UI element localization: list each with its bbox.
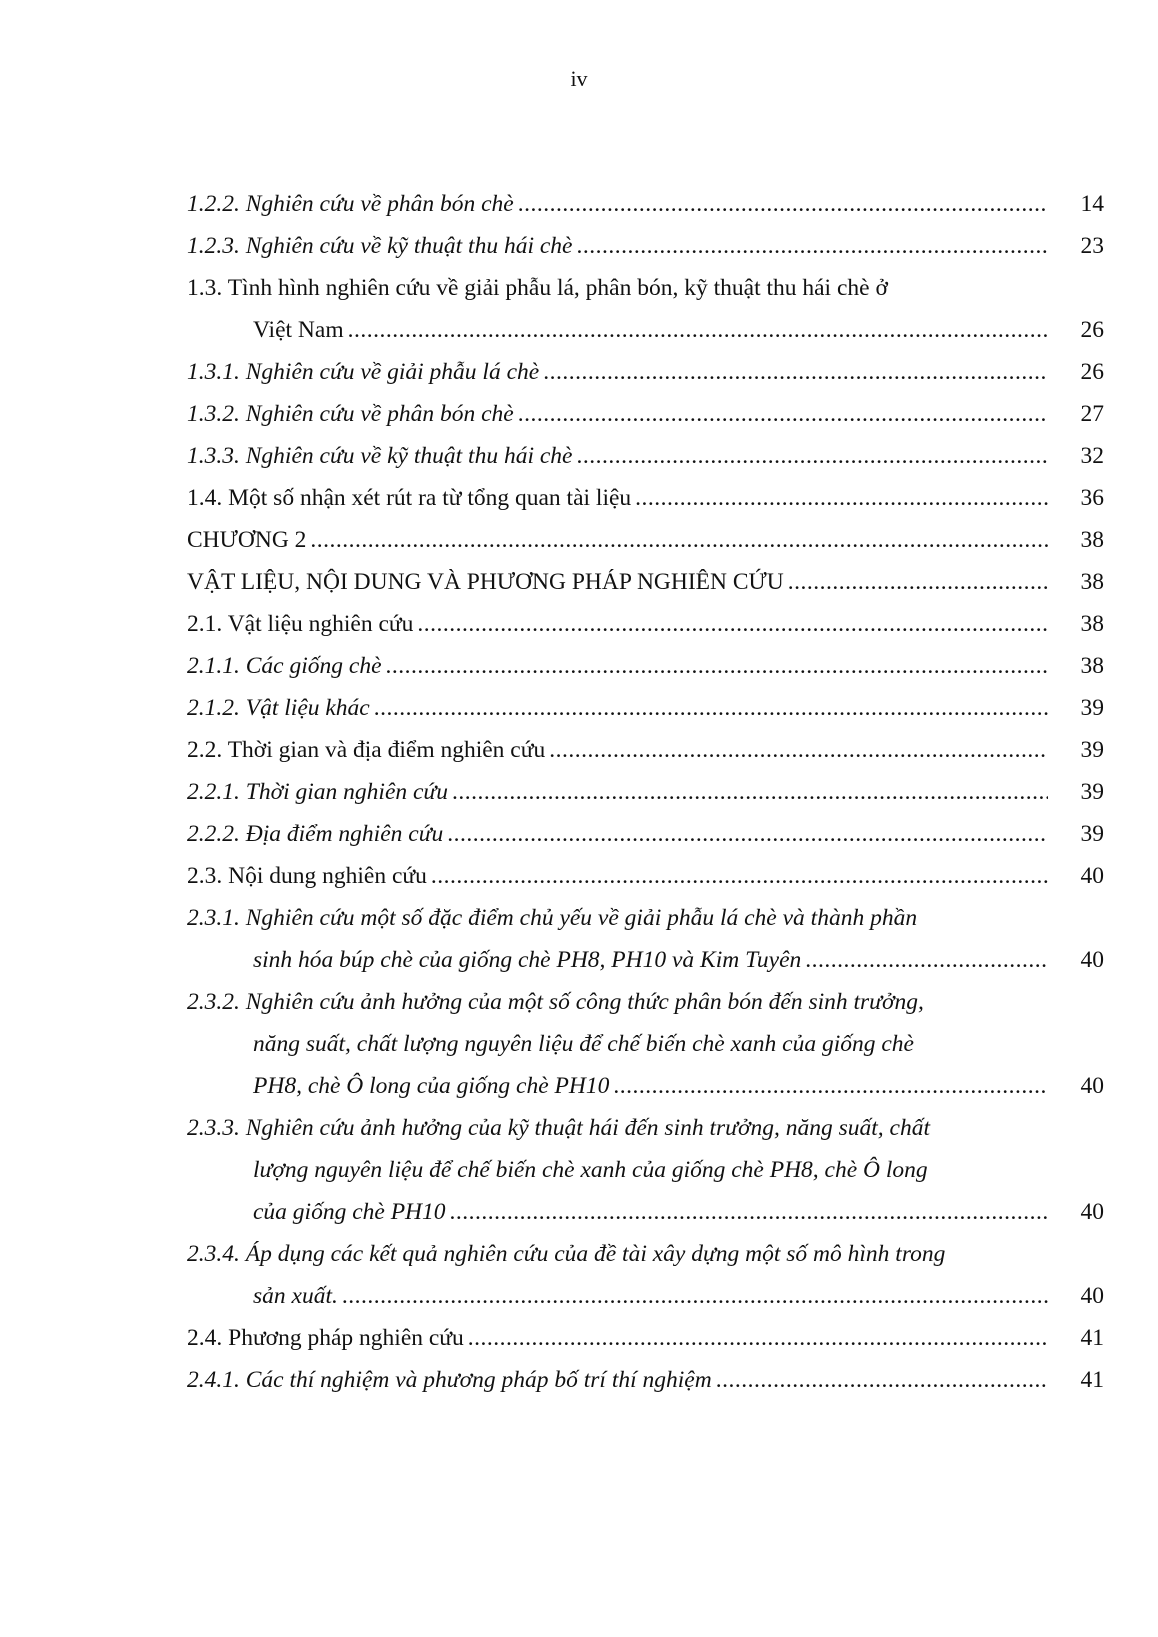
toc-entry[interactable] [0, 562, 1158, 602]
toc-entry-page: 39 [1080, 695, 1104, 721]
toc-entry-label: CHƯƠNG 2 [187, 527, 307, 553]
toc-entry-page: 39 [1080, 821, 1104, 847]
toc-entry-label: 2.2.2. Địa điểm nghiên cứu [187, 821, 444, 847]
toc-entry-page: 39 [1080, 779, 1104, 805]
toc-entry[interactable] [0, 982, 1158, 1022]
toc-entry-page: 38 [1080, 653, 1104, 679]
dot-leader [576, 436, 1048, 476]
toc-entry-label: sản xuất. [253, 1283, 338, 1309]
toc-entry-label: 2.3.2. Nghiên cứu ảnh hưởng của một số công thức phân bón đến sinh trưởng, [187, 989, 924, 1015]
toc-entry[interactable] [0, 604, 1158, 644]
dot-leader [468, 1318, 1048, 1358]
toc-entry-page: 40 [1080, 1199, 1104, 1225]
toc-entry[interactable] [0, 394, 1158, 434]
toc-entry-page: 26 [1080, 317, 1104, 343]
toc-entry-page: 32 [1080, 443, 1104, 469]
toc-entry[interactable] [0, 772, 1158, 812]
dot-leader [518, 394, 1048, 434]
toc-entry-label: 2.4.1. Các thí nghiệm và phương pháp bố trí thí nghiệm [187, 1367, 712, 1393]
dot-leader [549, 730, 1048, 770]
toc-entry[interactable] [0, 352, 1158, 392]
toc-entry[interactable] [0, 730, 1158, 770]
toc-entry-page: 26 [1080, 359, 1104, 385]
toc-entry[interactable] [0, 436, 1158, 476]
toc-entry-label: 2.2.1. Thời gian nghiên cứu [187, 779, 449, 805]
toc-entry-label: 2.3.1. Nghiên cứu một số đặc điểm chủ yếu về giải phẫu lá chè và thành phần [187, 905, 918, 931]
toc-entry[interactable] [0, 226, 1158, 266]
dot-leader [543, 352, 1048, 392]
dot-leader [447, 814, 1048, 854]
toc-entry-label: 2.4. Phương pháp nghiên cứu [187, 1325, 464, 1351]
dot-leader [576, 226, 1048, 266]
toc-entry[interactable] [0, 1360, 1158, 1400]
toc-entry[interactable] [0, 940, 1158, 980]
toc-entry-label: 1.3.2. Nghiên cứu về phân bón chè [187, 401, 514, 427]
toc-entry-page: 41 [1080, 1367, 1104, 1393]
toc-entry[interactable] [0, 478, 1158, 518]
dot-leader [374, 688, 1048, 728]
toc-entry-page: 39 [1080, 737, 1104, 763]
toc-entry-label: 1.2.2. Nghiên cứu về phân bón chè [187, 191, 514, 217]
toc-entry[interactable] [0, 1234, 1158, 1274]
dot-leader [431, 856, 1048, 896]
dot-leader [518, 184, 1048, 224]
toc-entry-page: 36 [1080, 485, 1104, 511]
dot-leader [805, 940, 1048, 980]
toc-entry[interactable] [0, 1276, 1158, 1316]
toc-entry-label: Việt Nam [253, 317, 344, 343]
toc-entry-label: 1.3.1. Nghiên cứu về giải phẫu lá chè [187, 359, 540, 385]
toc-entry[interactable] [0, 520, 1158, 560]
toc-entry-label: 1.3.3. Nghiên cứu về kỹ thuật thu hái chè [187, 443, 573, 469]
dot-leader [348, 310, 1048, 350]
toc-entry-page: 27 [1080, 401, 1104, 427]
toc-entry-label: 2.3.4. Áp dụng các kết quả nghiên cứu của đề tài xây dựng một số mô hình trong [187, 1241, 946, 1267]
toc-entry-label: 1.3. Tình hình nghiên cứu về giải phẫu lá, phân bón, kỹ thuật thu hái chè ở [187, 275, 888, 301]
toc-entry-page: 40 [1080, 1283, 1104, 1309]
dot-leader [452, 772, 1048, 812]
page-number: iv [570, 66, 588, 91]
toc-entry[interactable] [0, 268, 1158, 308]
toc-entry-page: 40 [1080, 1073, 1104, 1099]
toc-entry-page: 40 [1080, 863, 1104, 889]
toc-entry-label: sinh hóa búp chè của giống chè PH8, PH10 và Kim Tuyên [253, 947, 802, 973]
toc-entry-label: 2.3. Nội dung nghiên cứu [187, 863, 427, 889]
toc-entry[interactable] [0, 814, 1158, 854]
dot-leader [342, 1276, 1048, 1316]
toc-entry-label: 1.2.3. Nghiên cứu về kỹ thuật thu hái chè [187, 233, 573, 259]
toc-entry-label: năng suất, chất lượng nguyên liệu để chế biến chè xanh của giống chè [253, 1031, 914, 1057]
toc-entry-page: 23 [1080, 233, 1104, 259]
toc-entry-label: 2.2. Thời gian và địa điểm nghiên cứu [187, 737, 546, 763]
toc-entry-label: lượng nguyên liệu để chế biến chè xanh của giống chè PH8, chè Ô long [253, 1157, 928, 1183]
dot-leader [310, 520, 1048, 560]
toc-entry[interactable] [0, 646, 1158, 686]
toc-entry[interactable] [0, 310, 1158, 350]
toc-entry-label: 2.3.3. Nghiên cứu ảnh hưởng của kỹ thuật hái đến sinh trưởng, năng suất, chất [187, 1115, 931, 1141]
toc-entry-label: 1.4. Một số nhận xét rút ra từ tổng quan tài liệu [187, 485, 632, 511]
dot-leader [450, 1192, 1048, 1232]
toc-entry[interactable] [0, 1066, 1158, 1106]
toc-entry-page: 38 [1080, 569, 1104, 595]
toc-entry[interactable] [0, 1024, 1158, 1064]
toc-entry-page: 40 [1080, 947, 1104, 973]
toc-entry-label: 2.1.2. Vật liệu khác [187, 695, 370, 721]
toc-entry-label: 2.1.1. Các giống chè [187, 653, 382, 679]
dot-leader [788, 562, 1048, 602]
toc-entry-label: 2.1. Vật liệu nghiên cứu [187, 611, 414, 637]
toc-entry[interactable] [0, 898, 1158, 938]
toc-entry-label: PH8, chè Ô long của giống chè PH10 [253, 1073, 610, 1099]
toc-entry[interactable] [0, 1192, 1158, 1232]
toc-entry-page: 38 [1080, 611, 1104, 637]
toc-entry[interactable] [0, 856, 1158, 896]
toc-entry[interactable] [0, 1318, 1158, 1358]
toc-entry-page: 41 [1080, 1325, 1104, 1351]
toc-entry-page: 38 [1080, 527, 1104, 553]
dot-leader [417, 604, 1048, 644]
dot-leader [386, 646, 1049, 686]
toc-entry[interactable] [0, 1150, 1158, 1190]
dot-leader [716, 1360, 1048, 1400]
dot-leader [635, 478, 1048, 518]
toc-entry-label: VẬT LIỆU, NỘI DUNG VÀ PHƯƠNG PHÁP NGHIÊN CỨU [187, 569, 784, 595]
toc-entry[interactable] [0, 1108, 1158, 1148]
toc-entry[interactable] [0, 184, 1158, 224]
toc-entry[interactable] [0, 688, 1158, 728]
toc-entry-label: của giống chè PH10 [253, 1199, 446, 1225]
toc-entry-page: 14 [1080, 191, 1104, 217]
dot-leader [613, 1066, 1048, 1106]
